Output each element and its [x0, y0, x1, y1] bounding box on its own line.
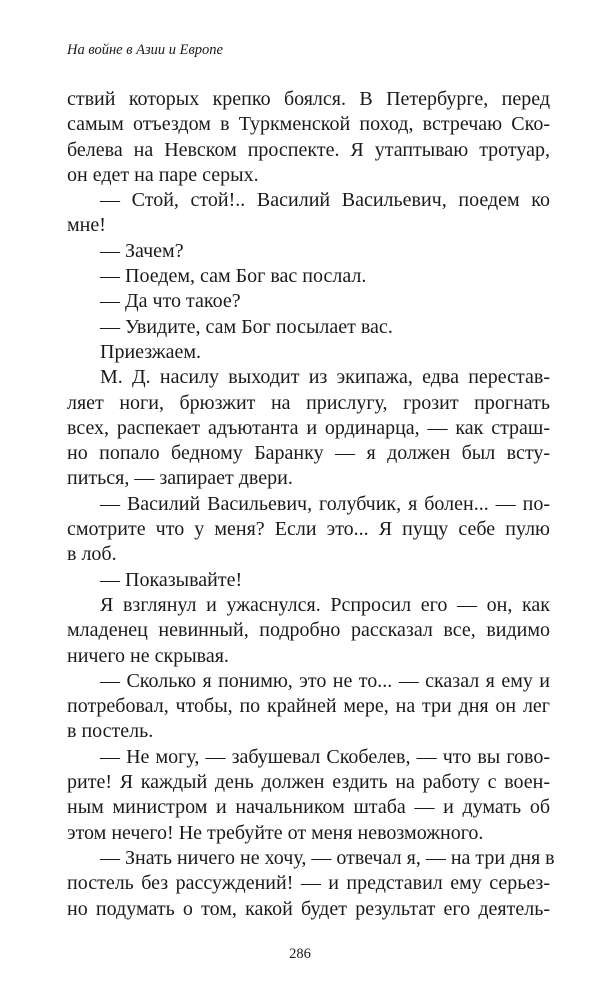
- text-line: — Василий Васильевич, голубчик, я болен... — по-: [100, 492, 550, 515]
- text-line: потребовал, чтобы, по крайней мере, на три дня он лег: [67, 695, 550, 718]
- text-line: ным министром и начальником штаба — и думать об: [67, 796, 550, 819]
- text-line: — Стой, стой!.. Василий Васильевич, поедем ко: [100, 189, 550, 212]
- text-line: Приезжаем.: [100, 340, 202, 363]
- text-line: Я взглянул и ужаснулся. Рспросил его — он, как: [100, 593, 550, 616]
- text-line: ствий которых крепко боялся. В Петербурге, перед: [67, 88, 550, 110]
- text-line: питься, — запирает двери.: [67, 467, 293, 490]
- text-line: в лоб.: [67, 543, 117, 566]
- text-line: — Показывайте!: [100, 568, 243, 591]
- text-line: младенец невинный, подробно рассказал все, видимо: [67, 619, 550, 642]
- text-line: но подумать о том, какой будет результат его деятель-: [67, 897, 550, 920]
- text-line: — Не могу, — забушевал Скобелев, — что вы гово-: [100, 745, 550, 768]
- text-line: мне!: [67, 214, 106, 237]
- text-line: — Да что такое?: [100, 290, 241, 313]
- text-line: ляет ноги, брюзжит на прислугу, грозит прогнать: [67, 391, 550, 414]
- text-line: белева на Невском проспекте. Я утаптываю тротуар,: [67, 138, 550, 161]
- page-number: 286: [289, 946, 311, 962]
- text-line: самым отъездом в Туркменской поход, встречаю Ско-: [67, 113, 550, 136]
- text-line: смотрите что у меня? Если это... Я пущу себе пулю: [67, 518, 550, 541]
- text-line: в постель.: [67, 720, 154, 743]
- running-head: На войне в Азии и Европе: [67, 42, 223, 58]
- text-line: он едет на паре серых.: [67, 163, 259, 186]
- text-line: но попало бедному Баранку — я должен был всту-: [67, 442, 550, 465]
- text-line: М. Д. насилу выходит из экипажа, едва перестав-: [100, 366, 550, 389]
- text-line: всех, распекает адъютанта и ординарца, — как страш-: [67, 416, 550, 439]
- body-text: [67, 87, 555, 922]
- text-line: рите! Я каждый день должен ездить на работу с воен-: [67, 771, 550, 794]
- text-line: ничего не скрывая.: [67, 644, 229, 667]
- text-line: — Сколько я понимю, это не то... — сказал я ему и: [100, 669, 550, 692]
- text-line: постель без рассуждений! — и представил ему серьез-: [67, 872, 550, 895]
- text-line: этом нечего! Не требуйте от меня невозможного.: [67, 821, 484, 844]
- text-line: — Знать ничего не хочу, — отвечал я, — на три дня в: [100, 846, 555, 869]
- text-line: — Зачем?: [100, 239, 184, 262]
- text-line: — Поедем, сам Бог вас послал.: [100, 265, 367, 288]
- text-line: — Увидите, сам Бог посылает вас.: [100, 315, 393, 338]
